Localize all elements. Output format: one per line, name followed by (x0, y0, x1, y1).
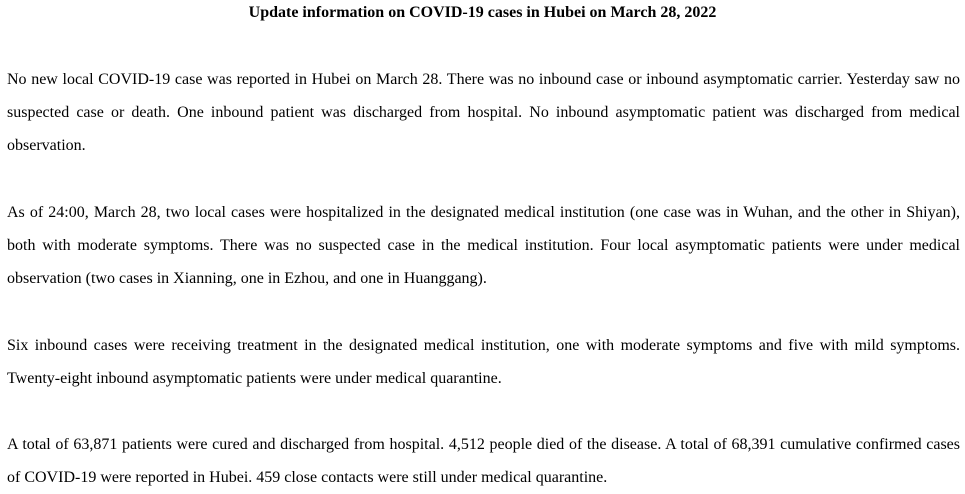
paragraph-totals: A total of 63,871 patients were cured and discharged from hospital. 4,512 people died of the disease. A total of 68,391 cumulative confirmed cases of COVID-19 were reported in Hubei. 459 close contacts were still under medical quarantine. (7, 436, 960, 487)
paragraph-inbound-cases: Six inbound cases were receiving treatment in the designated medical institution, one with moderate symptoms and five with mild symptoms. Twenty-eight inbound asymptomatic patients were under medical quarantine. (7, 337, 960, 388)
document-title: Update information on COVID-19 cases in Hubei on March 28, 2022 (248, 4, 717, 21)
paragraph-new-cases: No new local COVID-19 case was reported in Hubei on March 28. There was no inbound case or inbound asymptomatic carrier. Yesterday saw no suspected case or death. One inbound patient was discharged from hospital. No inbound asymptomatic patient was discharged from medical observation. (7, 71, 960, 155)
paragraph-local-cases: As of 24:00, March 28, two local cases were hospitalized in the designated medical institution (one case was in Wuhan, and the other in Shiyan), both with moderate symptoms. There was no suspected case in the medical institution. Four local asymptomatic patients were under medical observation (two cases in Xianning, one in Ezhou, and one in Huanggang). (7, 204, 960, 288)
